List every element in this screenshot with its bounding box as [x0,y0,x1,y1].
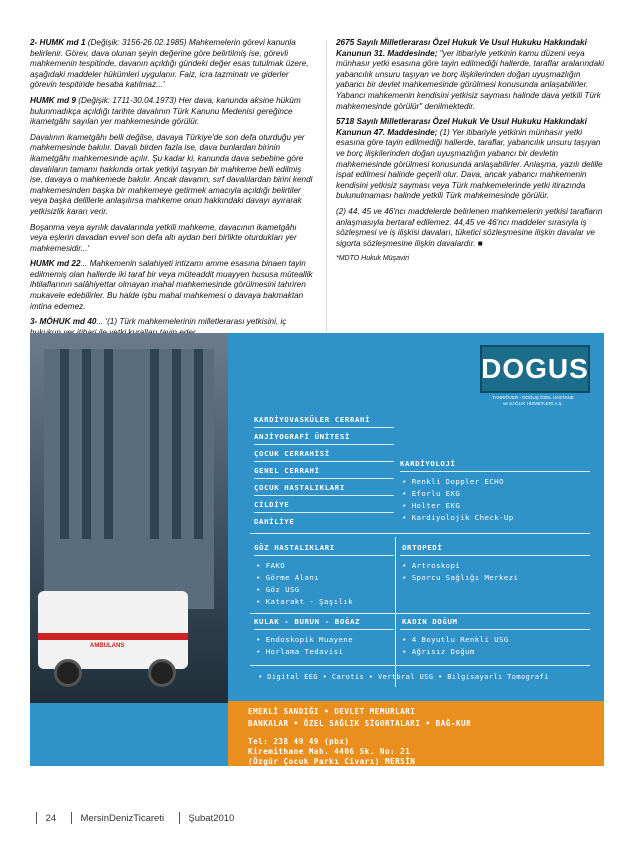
hospital-photo [30,333,228,703]
divider [254,512,394,513]
goz-item: • Görme Alanı [256,573,320,582]
right-paragraph-2-body: (1) Yer itibariyle yetkinin münhasır yetki esasına göre tayin edilmediği hallerde, taraflar, yabancılık unsuru taşıyan ve borç ilişkilerinden doğan uyuşmazlığın yabancı bir devletin mahkemesinde görülmesi konusunda anlaşabilirler. Anlaşma, yazılı delille ispat edilmesi halinde geçerli olur. Dava, ancak yabancı mahkemenin kendisini yetkisiz sayması veya Türk mahkemelerinde yetki itirazında bulunulmaması halinde yetkili Türk mahkemesinde görülür. [336,127,603,201]
kadin-dogum-item: • 4 Boyutlu Renkli USG [402,635,509,644]
footer-divider [36,812,37,824]
right-paragraph-1-body: "yer itibariyle yetkinin kamu düzeni veya münhasır yetki esasına göre tayin edilmediği hallerde, taraflar aralarındaki yabancılık unsuru taşıyan ve borç ilişkilerinden doğan uyuşmazlığın yabancı bir devlet mahkemesinde görülmesi konusunda anlaşabilirler. Yabancı mahkemenin kendisini yetkisiz sayması halinde dava yetkili Türk mahkemesinde görülür" denilmektedir. [336,48,605,111]
right-paragraph-2 [336,117,608,202]
goz-title: GÖZ HASTALIKLARI [254,543,335,552]
service-2: ÇOCUK CERRAHİSİ [254,449,330,458]
author-note: *MDTO Hukuk Müşaviri [336,255,409,263]
service-1: ANJİYOGRAFİ ÜNİTESİ [254,432,350,441]
extra-services-line: • Digital EEG • Carotis • Vertbral USG • Bilgisayarlı Tomografi [258,673,549,681]
divider [254,427,394,428]
divider [254,444,394,445]
left-paragraph-6-body: ... '(1) Türk mahkemelerinin milletlerarası yetkisini, iç [96,317,287,327]
facade-stripe [60,349,69,539]
left-paragraph-4: Boşanma veya ayrılık davalarında yetkili mahkeme, davacının ikametgâhı veya eşlerin davadan evvel son defa altı aydan beri birlikte oturdukları yer mahkemesidir...' [30,222,297,253]
right-article-column [336,38,608,270]
kbb-item: • Endoskopik Muayene [256,635,353,644]
left-paragraph-5-body: ... Mahkemenin salahiyeti intizamı amme esasına binaen tayin edilmemiş olan hallerde iki taraf bir veya müteaddit muayyen hususa müteallik ihtilaflarının salâhiyettar olmayan mahal mahkemesinde görülmesini tahriren mukavele edebilirler. Bu halde işbu mahal mahkemesi o davaya bakmaktan imtina edemez. [30,259,313,311]
insurance-line-2: BANKALAR • ÖZEL SAĞLIK SİGORTALARI • BAĞ-KUR [248,719,472,728]
dogus-logo [480,345,590,393]
magazine-name: MersinDenizTicareti [80,812,165,824]
kbb-title: KULAK - BURUN - BOĞAZ [254,617,361,626]
divider [254,555,394,556]
goz-item: • FAKO [256,561,286,570]
right-paragraph-3 [336,207,608,249]
ortopedi-item: • Sporcu Sağlığı Merkezi [402,573,519,582]
page-footer [30,812,240,824]
divider [254,461,394,462]
divider [254,495,394,496]
left-paragraph-2-body: (Değişik: 1711-30.04.1973) Her dava, kanunda aksine hüküm bulunmadıkça açıldığı tarihte davalının Türk Kanunu Medenisi gereğince ikametgâhı sayılan yer mahkemesinde görülür. [30,95,301,127]
service-5: CİLDİYE [254,500,290,509]
facade-stripe [194,349,203,539]
divider [250,665,590,666]
left-paragraph-1 [30,38,314,91]
ambulance-stripe [38,633,188,640]
left-paragraph-2 [30,96,314,128]
issue-date: Şubat2010 [188,812,235,824]
address-line-1: Kiremithane Mah. 4406 Sk. No: 21 [248,747,411,756]
kadin-dogum-item: • Ağrısız Doğum [402,647,475,656]
left-paragraph-2-heading: HUMK md 9 [30,95,76,105]
left-article-column [30,38,314,343]
kbb-item: • Horlama Tedavisi [256,647,344,656]
divider [400,471,590,472]
logo-subtitle-line-2: ve SAĞLIK HİZMETLERİ A.Ş. [503,401,563,406]
goz-item: • Katarakt - Şaşılık [256,597,353,606]
left-paragraph-1-heading: 2- HUMK md 1 [30,38,86,47]
logo-text: DOGUS [481,353,589,384]
facade-stripe [82,349,91,539]
kadin-dogum-title: KADIN DOĞUM [402,617,458,626]
contact-band [228,701,604,766]
divider [250,533,590,534]
right-paragraph-1-heading: 2675 Sayılı Milletlerarası Özel Hukuk Ve Usul Hukuku Hakkındaki Kanunun 31. Maddesinde; [336,38,587,58]
left-paragraph-3: Davalının ikametgâhı belli değilse, davaya Türkiye'de son defa oturduğu yer mahkemesinde bakılır. Davalı birden fazla ise, dava bunlardan birinin ikametgâhı mahkemesinde açılır. Şu kadar ki, kanunda dava sebebine göre davalıların tamamı hakkında ortak yetkiyi taşıyan bir mahkeme belli edilmiş ise, davaya o mahkemede bakılır. Ancak davanın, sırf davalılardan birini kendi mahkemesinden başka bir mahkemeye getirmek amacıyla açıldığı belirtiler veya başka delillerle anlaşılırsa mahkeme onun hakkındaki davayı ayırarak yetkisizlik kararı verir. [30,132,313,216]
divider [400,555,590,556]
service-4: ÇOCUK HASTALIKLARI [254,483,345,492]
left-paragraph-5 [30,259,314,312]
service-0: KARDİYOVASKÜLER CERRAHİ [254,415,371,424]
ambulance-wheel [54,659,82,687]
address-line-2: (Özgür Çocuk Parkı Civarı) MERSİN [248,757,416,766]
right-paragraph-2-heading: 5718 Sayılı Milletlerarası Özel Hukuk Ve Usul Hukuku Hakkındaki Kanunun 47. Maddesinde; [336,117,587,137]
divider [254,629,394,630]
facade-stripe [172,349,181,539]
ambulance-wheel [148,659,176,687]
facade-stripe [150,349,159,539]
facade-stripe [104,349,113,539]
left-paragraph-5-heading: HUMK md 22 [30,259,81,269]
hospital-advertisement [30,333,604,766]
footer-divider [179,812,180,824]
ambulance-image [38,591,188,669]
footer-divider [71,812,72,824]
ortopedi-item: • Artroskopi [402,561,461,570]
kardiyoloji-title: KARDİYOLOJİ [400,459,456,468]
divider [400,629,590,630]
service-6: DAHİLİYE [254,517,295,526]
insurance-line-1: EMEKLİ SANDIĞI • DEVLET MEMURLARI [248,707,416,716]
building-facade [44,349,214,609]
page-number: 24 [45,812,57,824]
service-3: GENEL CERRAHİ [254,466,320,475]
kardiyoloji-item: • Renkli Doppler ECHO [402,477,504,486]
logo-subtitle-line-1: TANRIÖVER - DOĞUŞ ÖZEL HASTANE [492,395,574,400]
left-paragraph-1-body: (Değişik: 3156-26.02.1985) Mahkemelerin görevi kanunla belirlenir. Görev, dava olunan şeyin değerine göre belirtilmiş ise, görevli mahkemenin tespitinde, davanın açıldığı gündeki değer esas tutulmak üzere, aşağıdaki maddeler hükümleri uygulanır. Faiz, icra tazminatı ve giderler görevin tespitinde hesaba katılmaz...' [30,38,309,90]
divider [250,613,590,614]
right-paragraph-1 [336,38,608,112]
kardiyoloji-item: • Eforlu EKG [402,489,461,498]
right-paragraph-3-body: (2) 44, 45 ve 46'ncı maddelerde belirlenen mahkemelerin yetkisi tarafların anlaşmasıyla bertaraf edilemez. 44,45 ve 46'ncı maddeler sırasıyla iş sözleşmesi ve iş ilişkisi davaları, tüketici sözleşmesine ilişkin davalar ve sigorta sözleşmesine ilişkin davalardır. [336,206,603,248]
kardiyoloji-item: • Holter EKG [402,501,461,510]
left-paragraph-6-heading: 3- MÖHUK md 40 [30,317,97,327]
divider [254,478,394,479]
end-mark: ■ [477,238,483,248]
column-divider [326,40,327,340]
logo-subtitle [466,395,600,407]
ortopedi-title: ORTOPEDİ [402,543,443,552]
phone-number: Tel: 238 49 49 (pbx) [248,737,350,746]
ambulance-label: AMBULANS [90,643,125,649]
goz-item: • Göz USG [256,585,300,594]
kardiyoloji-item: • Kardiyolojik Check-Up [402,513,514,522]
